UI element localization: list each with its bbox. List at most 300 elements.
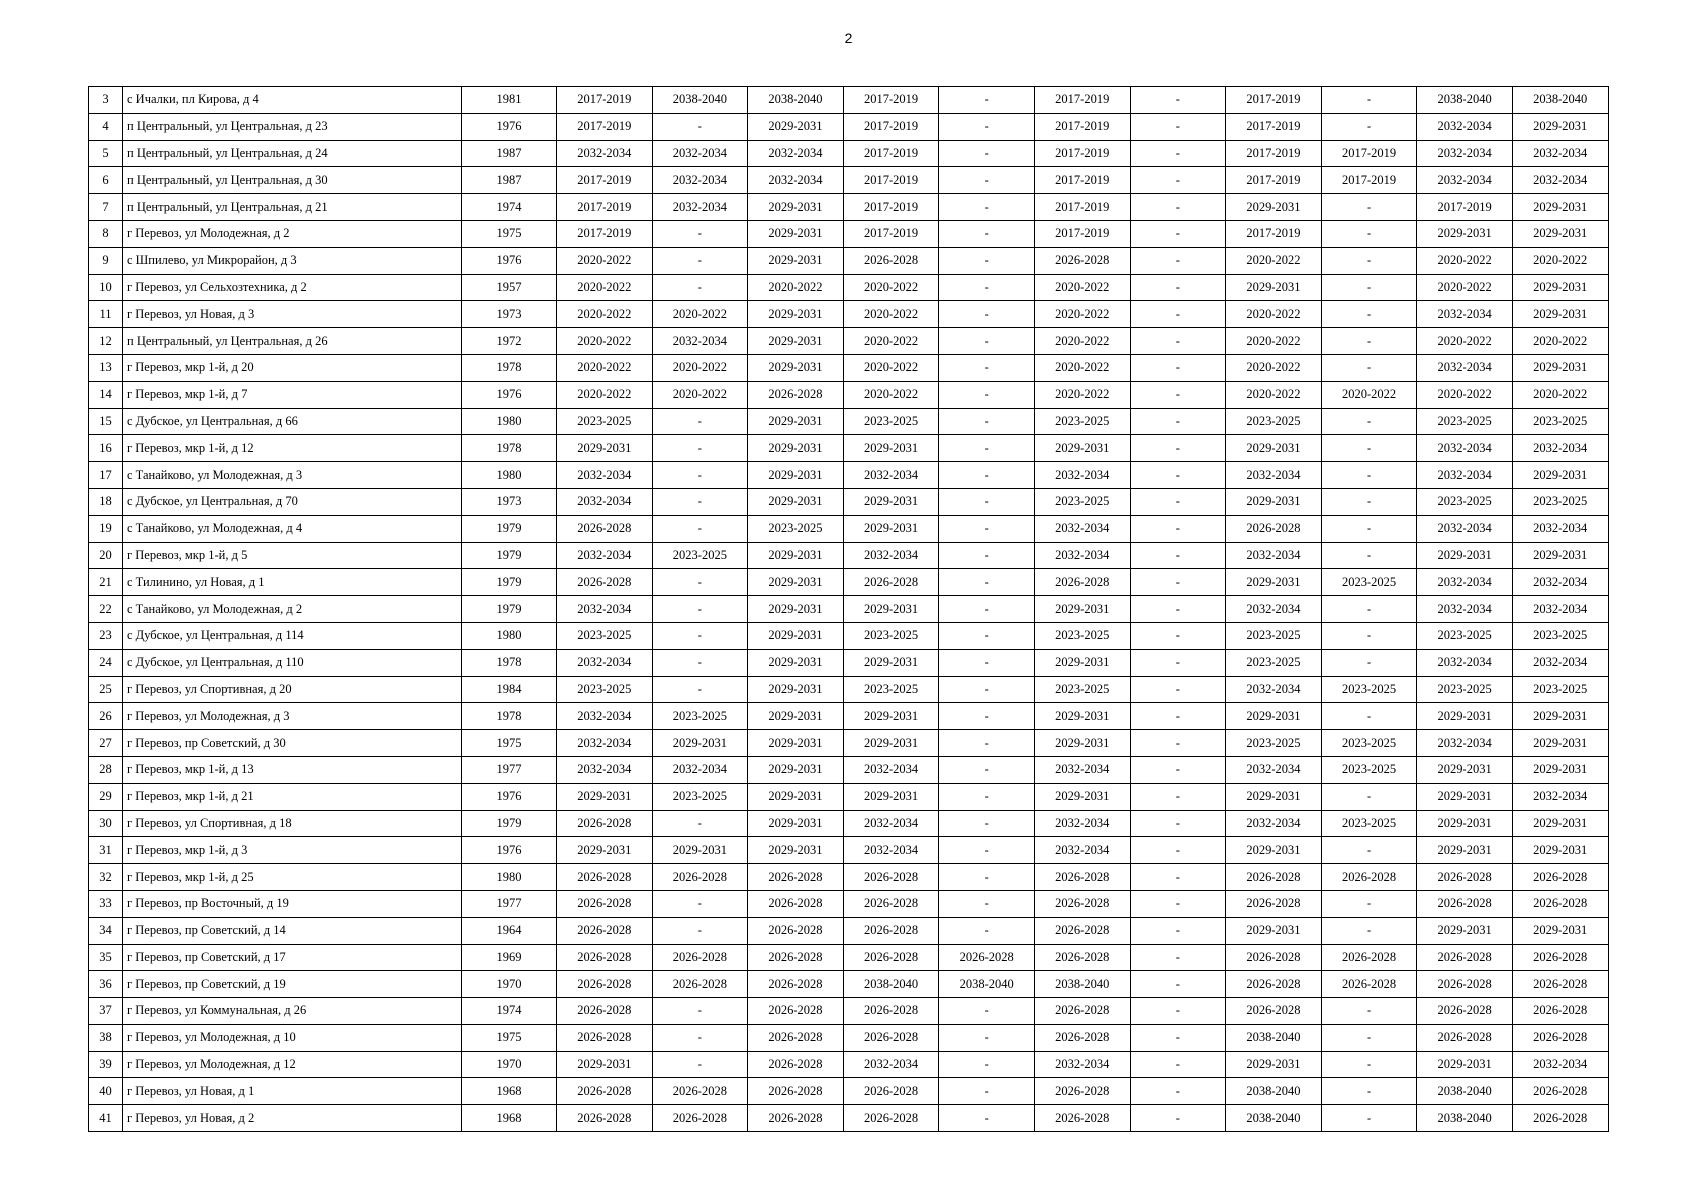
year-built-cell: 1968 bbox=[462, 1105, 557, 1132]
period-cell: 2032-2034 bbox=[843, 810, 939, 837]
period-cell: - bbox=[652, 113, 748, 140]
period-cell: 2032-2034 bbox=[843, 837, 939, 864]
period-cell: 2032-2034 bbox=[1512, 167, 1608, 194]
year-built-cell: 1981 bbox=[462, 87, 557, 114]
period-cell: 2029-2031 bbox=[1034, 703, 1130, 730]
row-number-cell: 29 bbox=[89, 783, 123, 810]
row-number-cell: 14 bbox=[89, 381, 123, 408]
period-cell: - bbox=[652, 247, 748, 274]
period-cell: - bbox=[1130, 810, 1226, 837]
period-cell: 2032-2034 bbox=[1512, 649, 1608, 676]
period-cell: 2029-2031 bbox=[843, 435, 939, 462]
period-cell: 2026-2028 bbox=[939, 944, 1035, 971]
period-cell: 2026-2028 bbox=[1034, 247, 1130, 274]
period-cell: 2029-2031 bbox=[748, 354, 844, 381]
period-cell: 2032-2034 bbox=[1226, 676, 1322, 703]
period-cell: - bbox=[652, 488, 748, 515]
address-cell: с Дубское, ул Центральная, д 70 bbox=[123, 488, 462, 515]
period-cell: 2032-2034 bbox=[1034, 810, 1130, 837]
table-row bbox=[89, 1024, 1609, 1051]
period-cell: 2029-2031 bbox=[1226, 488, 1322, 515]
repair-schedule-table bbox=[88, 86, 1609, 1132]
table-row bbox=[89, 435, 1609, 462]
row-number-cell: 3 bbox=[89, 87, 123, 114]
period-cell: 2023-2025 bbox=[1512, 488, 1608, 515]
address-cell: г Перевоз, мкр 1-й, д 25 bbox=[123, 864, 462, 891]
address-cell: п Центральный, ул Центральная, д 24 bbox=[123, 140, 462, 167]
period-cell: 2032-2034 bbox=[1034, 542, 1130, 569]
period-cell: 2029-2031 bbox=[748, 542, 844, 569]
period-cell: 2032-2034 bbox=[1034, 756, 1130, 783]
period-cell: 2029-2031 bbox=[1417, 837, 1513, 864]
period-cell: - bbox=[652, 596, 748, 623]
table-row bbox=[89, 730, 1609, 757]
period-cell: - bbox=[939, 408, 1035, 435]
period-cell: 2032-2034 bbox=[557, 542, 653, 569]
year-built-cell: 1984 bbox=[462, 676, 557, 703]
period-cell: 2026-2028 bbox=[843, 998, 939, 1025]
period-cell: 2026-2028 bbox=[1034, 1105, 1130, 1132]
period-cell: 2029-2031 bbox=[748, 488, 844, 515]
period-cell: 2026-2028 bbox=[1226, 944, 1322, 971]
period-cell: 2023-2025 bbox=[1321, 756, 1417, 783]
period-cell: 2020-2022 bbox=[652, 301, 748, 328]
period-cell: 2026-2028 bbox=[557, 1024, 653, 1051]
year-built-cell: 1976 bbox=[462, 113, 557, 140]
period-cell: 2017-2019 bbox=[1034, 113, 1130, 140]
period-cell: 2023-2025 bbox=[652, 703, 748, 730]
period-cell: 2020-2022 bbox=[557, 301, 653, 328]
period-cell: 2029-2031 bbox=[1512, 756, 1608, 783]
period-cell: - bbox=[1321, 1024, 1417, 1051]
period-cell: 2026-2028 bbox=[1034, 998, 1130, 1025]
period-cell: 2038-2040 bbox=[652, 87, 748, 114]
row-number-cell: 26 bbox=[89, 703, 123, 730]
period-cell: 2020-2022 bbox=[843, 301, 939, 328]
period-cell: 2026-2028 bbox=[1512, 1078, 1608, 1105]
period-cell: 2029-2031 bbox=[1226, 837, 1322, 864]
period-cell: 2017-2019 bbox=[843, 140, 939, 167]
row-number-cell: 7 bbox=[89, 194, 123, 221]
period-cell: 2032-2034 bbox=[748, 140, 844, 167]
period-cell: - bbox=[1130, 890, 1226, 917]
period-cell: - bbox=[1130, 649, 1226, 676]
period-cell: 2026-2028 bbox=[557, 810, 653, 837]
period-cell: - bbox=[1130, 381, 1226, 408]
period-cell: 2029-2031 bbox=[1512, 194, 1608, 221]
period-cell: - bbox=[939, 194, 1035, 221]
period-cell: 2032-2034 bbox=[652, 756, 748, 783]
row-number-cell: 34 bbox=[89, 917, 123, 944]
period-cell: 2032-2034 bbox=[1417, 113, 1513, 140]
period-cell: - bbox=[939, 917, 1035, 944]
period-cell: 2017-2019 bbox=[1034, 194, 1130, 221]
row-number-cell: 20 bbox=[89, 542, 123, 569]
period-cell: - bbox=[652, 676, 748, 703]
period-cell: - bbox=[939, 140, 1035, 167]
address-cell: г Перевоз, мкр 1-й, д 3 bbox=[123, 837, 462, 864]
row-number-cell: 25 bbox=[89, 676, 123, 703]
period-cell: 2026-2028 bbox=[748, 998, 844, 1025]
period-cell: - bbox=[1321, 87, 1417, 114]
period-cell: - bbox=[652, 515, 748, 542]
table-row bbox=[89, 1105, 1609, 1132]
period-cell: 2029-2031 bbox=[843, 515, 939, 542]
row-number-cell: 40 bbox=[89, 1078, 123, 1105]
period-cell: 2026-2028 bbox=[1512, 1105, 1608, 1132]
row-number-cell: 22 bbox=[89, 596, 123, 623]
period-cell: - bbox=[1130, 1078, 1226, 1105]
period-cell: 2032-2034 bbox=[652, 194, 748, 221]
table-row bbox=[89, 971, 1609, 998]
period-cell: - bbox=[939, 1078, 1035, 1105]
period-cell: 2029-2031 bbox=[1226, 917, 1322, 944]
period-cell: 2026-2028 bbox=[1417, 1024, 1513, 1051]
period-cell: 2023-2025 bbox=[1417, 622, 1513, 649]
period-cell: 2026-2028 bbox=[557, 917, 653, 944]
period-cell: 2029-2031 bbox=[557, 1051, 653, 1078]
period-cell: - bbox=[1321, 301, 1417, 328]
address-cell: г Перевоз, ул Новая, д 1 bbox=[123, 1078, 462, 1105]
period-cell: 2029-2031 bbox=[1226, 1051, 1322, 1078]
period-cell: 2029-2031 bbox=[748, 730, 844, 757]
address-cell: г Перевоз, мкр 1-й, д 21 bbox=[123, 783, 462, 810]
period-cell: 2017-2019 bbox=[843, 113, 939, 140]
period-cell: 2029-2031 bbox=[557, 837, 653, 864]
year-built-cell: 1980 bbox=[462, 408, 557, 435]
year-built-cell: 1977 bbox=[462, 890, 557, 917]
table-row bbox=[89, 354, 1609, 381]
period-cell: - bbox=[1321, 1078, 1417, 1105]
period-cell: - bbox=[939, 676, 1035, 703]
table-row bbox=[89, 247, 1609, 274]
period-cell: 2029-2031 bbox=[748, 676, 844, 703]
period-cell: 2023-2025 bbox=[1512, 622, 1608, 649]
period-cell: 2029-2031 bbox=[748, 194, 844, 221]
period-cell: 2038-2040 bbox=[1417, 1078, 1513, 1105]
period-cell: - bbox=[1130, 998, 1226, 1025]
address-cell: г Перевоз, пр Советский, д 14 bbox=[123, 917, 462, 944]
period-cell: - bbox=[1321, 488, 1417, 515]
table-row bbox=[89, 1051, 1609, 1078]
period-cell: 2020-2022 bbox=[1512, 381, 1608, 408]
period-cell: - bbox=[939, 622, 1035, 649]
period-cell: 2032-2034 bbox=[1226, 542, 1322, 569]
period-cell: - bbox=[939, 837, 1035, 864]
period-cell: 2029-2031 bbox=[1512, 917, 1608, 944]
period-cell: - bbox=[939, 810, 1035, 837]
period-cell: 2023-2025 bbox=[652, 542, 748, 569]
address-cell: г Перевоз, ул Новая, д 2 bbox=[123, 1105, 462, 1132]
period-cell: 2038-2040 bbox=[1226, 1024, 1322, 1051]
period-cell: 2032-2034 bbox=[843, 1051, 939, 1078]
period-cell: 2026-2028 bbox=[1226, 971, 1322, 998]
period-cell: - bbox=[1321, 622, 1417, 649]
period-cell: 2029-2031 bbox=[748, 301, 844, 328]
period-cell: 2029-2031 bbox=[748, 462, 844, 489]
period-cell: 2026-2028 bbox=[748, 1051, 844, 1078]
period-cell: 2017-2019 bbox=[1034, 167, 1130, 194]
period-cell: 2032-2034 bbox=[1512, 1051, 1608, 1078]
period-cell: 2032-2034 bbox=[1034, 837, 1130, 864]
period-cell: 2017-2019 bbox=[557, 220, 653, 247]
period-cell: - bbox=[939, 274, 1035, 301]
address-cell: с Танайково, ул Молодежная, д 4 bbox=[123, 515, 462, 542]
period-cell: 2032-2034 bbox=[1512, 569, 1608, 596]
table-row bbox=[89, 756, 1609, 783]
period-cell: - bbox=[1321, 1051, 1417, 1078]
period-cell: 2026-2028 bbox=[1417, 890, 1513, 917]
table-row bbox=[89, 837, 1609, 864]
period-cell: 2026-2028 bbox=[1417, 971, 1513, 998]
table-row bbox=[89, 783, 1609, 810]
period-cell: 2026-2028 bbox=[843, 917, 939, 944]
table-row bbox=[89, 649, 1609, 676]
period-cell: 2023-2025 bbox=[1417, 676, 1513, 703]
row-number-cell: 4 bbox=[89, 113, 123, 140]
period-cell: 2020-2022 bbox=[557, 354, 653, 381]
period-cell: 2032-2034 bbox=[557, 596, 653, 623]
address-cell: г Перевоз, мкр 1-й, д 12 bbox=[123, 435, 462, 462]
period-cell: 2020-2022 bbox=[1417, 247, 1513, 274]
period-cell: 2029-2031 bbox=[1417, 783, 1513, 810]
address-cell: г Перевоз, ул Молодежная, д 3 bbox=[123, 703, 462, 730]
period-cell: 2029-2031 bbox=[1226, 569, 1322, 596]
address-cell: г Перевоз, мкр 1-й, д 7 bbox=[123, 381, 462, 408]
year-built-cell: 1979 bbox=[462, 515, 557, 542]
period-cell: 2029-2031 bbox=[1034, 730, 1130, 757]
period-cell: - bbox=[1130, 1051, 1226, 1078]
row-number-cell: 24 bbox=[89, 649, 123, 676]
year-built-cell: 1957 bbox=[462, 274, 557, 301]
period-cell: 2026-2028 bbox=[557, 864, 653, 891]
address-cell: г Перевоз, пр Восточный, д 19 bbox=[123, 890, 462, 917]
period-cell: - bbox=[1130, 435, 1226, 462]
period-cell: 2020-2022 bbox=[843, 381, 939, 408]
period-cell: 2023-2025 bbox=[1226, 730, 1322, 757]
period-cell: - bbox=[1321, 890, 1417, 917]
period-cell: 2026-2028 bbox=[748, 1105, 844, 1132]
period-cell: 2029-2031 bbox=[748, 649, 844, 676]
year-built-cell: 1978 bbox=[462, 354, 557, 381]
period-cell: 2029-2031 bbox=[748, 596, 844, 623]
period-cell: - bbox=[1130, 703, 1226, 730]
period-cell: 2032-2034 bbox=[1417, 140, 1513, 167]
period-cell: 2029-2031 bbox=[1417, 917, 1513, 944]
address-cell: с Дубское, ул Центральная, д 114 bbox=[123, 622, 462, 649]
year-built-cell: 1968 bbox=[462, 1078, 557, 1105]
period-cell: 2029-2031 bbox=[1512, 354, 1608, 381]
period-cell: - bbox=[939, 220, 1035, 247]
table-row bbox=[89, 890, 1609, 917]
table-row bbox=[89, 488, 1609, 515]
address-cell: г Перевоз, ул Молодежная, д 2 bbox=[123, 220, 462, 247]
period-cell: - bbox=[1321, 998, 1417, 1025]
table-row bbox=[89, 167, 1609, 194]
period-cell: 2032-2034 bbox=[1512, 783, 1608, 810]
period-cell: 2026-2028 bbox=[1226, 864, 1322, 891]
period-cell: 2032-2034 bbox=[1034, 1051, 1130, 1078]
period-cell: - bbox=[1321, 462, 1417, 489]
period-cell: 2026-2028 bbox=[557, 944, 653, 971]
period-cell: 2017-2019 bbox=[843, 194, 939, 221]
period-cell: 2017-2019 bbox=[557, 167, 653, 194]
period-cell: 2026-2028 bbox=[1321, 944, 1417, 971]
year-built-cell: 1978 bbox=[462, 703, 557, 730]
period-cell: 2023-2025 bbox=[1034, 676, 1130, 703]
row-number-cell: 27 bbox=[89, 730, 123, 757]
address-cell: г Перевоз, мкр 1-й, д 13 bbox=[123, 756, 462, 783]
row-number-cell: 23 bbox=[89, 622, 123, 649]
period-cell: - bbox=[652, 622, 748, 649]
period-cell: 2029-2031 bbox=[1226, 783, 1322, 810]
period-cell: - bbox=[1130, 113, 1226, 140]
page-number: 2 bbox=[844, 30, 853, 46]
period-cell: 2023-2025 bbox=[1512, 676, 1608, 703]
period-cell: - bbox=[939, 488, 1035, 515]
period-cell: 2038-2040 bbox=[748, 87, 844, 114]
year-built-cell: 1972 bbox=[462, 328, 557, 355]
address-cell: г Перевоз, ул Спортивная, д 20 bbox=[123, 676, 462, 703]
period-cell: 2026-2028 bbox=[1417, 864, 1513, 891]
period-cell: 2026-2028 bbox=[1226, 890, 1322, 917]
period-cell: - bbox=[939, 783, 1035, 810]
address-cell: п Центральный, ул Центральная, д 21 bbox=[123, 194, 462, 221]
period-cell: 2026-2028 bbox=[652, 971, 748, 998]
period-cell: 2017-2019 bbox=[1226, 167, 1322, 194]
table-row bbox=[89, 917, 1609, 944]
table-row bbox=[89, 515, 1609, 542]
period-cell: 2032-2034 bbox=[557, 462, 653, 489]
period-cell: 2038-2040 bbox=[843, 971, 939, 998]
row-number-cell: 12 bbox=[89, 328, 123, 355]
period-cell: 2017-2019 bbox=[1226, 140, 1322, 167]
period-cell: - bbox=[1321, 649, 1417, 676]
period-cell: - bbox=[1321, 113, 1417, 140]
period-cell: - bbox=[939, 542, 1035, 569]
row-number-cell: 19 bbox=[89, 515, 123, 542]
period-cell: - bbox=[1321, 837, 1417, 864]
period-cell: 2020-2022 bbox=[557, 328, 653, 355]
period-cell: 2029-2031 bbox=[843, 783, 939, 810]
period-cell: - bbox=[1321, 596, 1417, 623]
table-row bbox=[89, 998, 1609, 1025]
period-cell: 2032-2034 bbox=[1034, 515, 1130, 542]
period-cell: 2029-2031 bbox=[1417, 810, 1513, 837]
row-number-cell: 16 bbox=[89, 435, 123, 462]
period-cell: 2029-2031 bbox=[1512, 220, 1608, 247]
row-number-cell: 15 bbox=[89, 408, 123, 435]
period-cell: 2029-2031 bbox=[843, 703, 939, 730]
period-cell: - bbox=[652, 1024, 748, 1051]
period-cell: 2029-2031 bbox=[748, 810, 844, 837]
period-cell: 2032-2034 bbox=[652, 328, 748, 355]
year-built-cell: 1979 bbox=[462, 542, 557, 569]
period-cell: 2032-2034 bbox=[557, 703, 653, 730]
period-cell: - bbox=[652, 998, 748, 1025]
period-cell: 2026-2028 bbox=[748, 944, 844, 971]
address-cell: п Центральный, ул Центральная, д 26 bbox=[123, 328, 462, 355]
period-cell: 2026-2028 bbox=[1226, 515, 1322, 542]
period-cell: - bbox=[939, 1105, 1035, 1132]
period-cell: 2026-2028 bbox=[748, 864, 844, 891]
table-row bbox=[89, 462, 1609, 489]
table-row bbox=[89, 676, 1609, 703]
period-cell: 2029-2031 bbox=[652, 837, 748, 864]
period-cell: 2032-2034 bbox=[1417, 515, 1513, 542]
period-cell: 2032-2034 bbox=[748, 167, 844, 194]
period-cell: 2017-2019 bbox=[557, 87, 653, 114]
table-row bbox=[89, 944, 1609, 971]
row-number-cell: 5 bbox=[89, 140, 123, 167]
address-cell: п Центральный, ул Центральная, д 30 bbox=[123, 167, 462, 194]
period-cell: 2032-2034 bbox=[557, 756, 653, 783]
table-row bbox=[89, 194, 1609, 221]
period-cell: 2026-2028 bbox=[843, 247, 939, 274]
period-cell: 2029-2031 bbox=[748, 622, 844, 649]
period-cell: - bbox=[652, 408, 748, 435]
period-cell: 2026-2028 bbox=[557, 1105, 653, 1132]
year-built-cell: 1978 bbox=[462, 435, 557, 462]
period-cell: 2029-2031 bbox=[843, 730, 939, 757]
row-number-cell: 8 bbox=[89, 220, 123, 247]
period-cell: - bbox=[939, 515, 1035, 542]
period-cell: 2020-2022 bbox=[843, 274, 939, 301]
period-cell: 2026-2028 bbox=[1512, 998, 1608, 1025]
period-cell: 2026-2028 bbox=[748, 917, 844, 944]
period-cell: - bbox=[1321, 783, 1417, 810]
period-cell: 2026-2028 bbox=[652, 864, 748, 891]
year-built-cell: 1964 bbox=[462, 917, 557, 944]
period-cell: 2017-2019 bbox=[1034, 140, 1130, 167]
period-cell: 2029-2031 bbox=[748, 328, 844, 355]
period-cell: 2023-2025 bbox=[1226, 408, 1322, 435]
period-cell: - bbox=[1130, 247, 1226, 274]
period-cell: 2017-2019 bbox=[843, 220, 939, 247]
period-cell: 2026-2028 bbox=[1321, 971, 1417, 998]
period-cell: 2020-2022 bbox=[1226, 381, 1322, 408]
period-cell: - bbox=[1130, 542, 1226, 569]
period-cell: 2029-2031 bbox=[1034, 596, 1130, 623]
address-cell: г Перевоз, ул Молодежная, д 12 bbox=[123, 1051, 462, 1078]
period-cell: - bbox=[1130, 676, 1226, 703]
table-row bbox=[89, 113, 1609, 140]
period-cell: 2023-2025 bbox=[557, 676, 653, 703]
period-cell: 2020-2022 bbox=[843, 354, 939, 381]
period-cell: - bbox=[652, 649, 748, 676]
period-cell: 2023-2025 bbox=[843, 408, 939, 435]
period-cell: - bbox=[1130, 87, 1226, 114]
period-cell: 2032-2034 bbox=[557, 488, 653, 515]
period-cell: - bbox=[1130, 408, 1226, 435]
period-cell: 2020-2022 bbox=[1417, 328, 1513, 355]
period-cell: 2032-2034 bbox=[1417, 354, 1513, 381]
period-cell: 2026-2028 bbox=[557, 569, 653, 596]
period-cell: - bbox=[939, 301, 1035, 328]
period-cell: 2032-2034 bbox=[1512, 140, 1608, 167]
year-built-cell: 1975 bbox=[462, 730, 557, 757]
table-row bbox=[89, 1078, 1609, 1105]
period-cell: - bbox=[939, 703, 1035, 730]
period-cell: 2029-2031 bbox=[557, 435, 653, 462]
period-cell: 2029-2031 bbox=[1512, 703, 1608, 730]
address-cell: г Перевоз, ул Спортивная, д 18 bbox=[123, 810, 462, 837]
period-cell: - bbox=[1130, 140, 1226, 167]
period-cell: - bbox=[1130, 569, 1226, 596]
period-cell: 2023-2025 bbox=[1417, 408, 1513, 435]
row-number-cell: 21 bbox=[89, 569, 123, 596]
period-cell: 2023-2025 bbox=[557, 622, 653, 649]
